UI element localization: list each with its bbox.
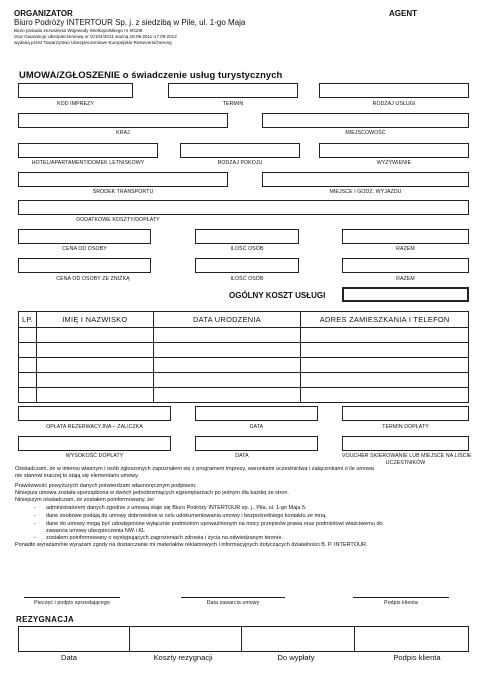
declaration-b3b: zawarcia umowy ubezpieczenia NW i KL	[46, 528, 146, 534]
seller-signature-line[interactable]	[24, 597, 120, 598]
data-field-1[interactable]	[195, 406, 318, 421]
voucher-label-line2: UCZESTNIKÓW	[385, 460, 426, 466]
ogolny-koszt-label: OGÓLNY KOSZT USŁUGI	[229, 291, 326, 300]
bullet-dash: -	[34, 521, 36, 527]
bullet-dash: -	[34, 513, 36, 519]
table-row[interactable]	[19, 343, 469, 358]
resignation-payout-cell[interactable]	[242, 627, 355, 652]
declaration-b3a: dane do umowy mogą być udostępnione wyłącznie podmiotom upoważnionym na mocy przepisów prawa oraz podmiotowi właściwemu do	[46, 521, 383, 527]
cena-znizka-field[interactable]	[18, 258, 151, 273]
participants-table	[18, 311, 469, 403]
cena-od-osoby-field[interactable]	[18, 229, 151, 244]
client-signature-label: Podpis klienta	[384, 600, 418, 606]
table-cell[interactable]	[301, 388, 469, 403]
termin-field[interactable]	[168, 83, 298, 98]
table-cell[interactable]	[301, 328, 469, 343]
srodek-transportu-label: ŚRODEK TRANSPORTU	[92, 189, 154, 195]
table-cell[interactable]	[36, 373, 153, 388]
guarantee-line: oraz Gwarancję Ubezpieczeniową nr G/104/2011 ważną 18.09.2011-17.09.2012	[14, 34, 177, 39]
ilosc-osob-field-2[interactable]	[195, 258, 299, 273]
kod-imprezy-label: KOD IMPREZY	[57, 101, 94, 107]
declaration-b1: administratorem danych zgodnie z umową staje się Biuro Podróży INTERTOUR sp. j., Piła, ul. 1-go Maja 5.	[46, 505, 307, 511]
table-cell[interactable]	[19, 373, 37, 388]
declaration-p4: Niniejszym oświadczam, że zostałem poinformowany, że:	[15, 497, 155, 503]
ilosc-osob-field-1[interactable]	[195, 229, 299, 244]
table-cell[interactable]	[19, 388, 37, 403]
address-header: ADRES ZAMIESZKANIA I TELEFON	[301, 312, 469, 328]
srodek-transportu-field[interactable]	[18, 172, 228, 187]
declaration-p3: Niniejsza umowa została sporządzona w dwóch jednobrzmiących egzemplarzach po jednym dla każdej ze stron.	[15, 490, 289, 496]
wysokosc-doplaty-field[interactable]	[18, 436, 171, 451]
resignation-date-cell[interactable]	[19, 627, 130, 652]
table-row[interactable]	[19, 627, 469, 652]
voucher-label: VOUCHER SKIEROWANIE LUB MIEJSCE NA LIŚCIE	[342, 453, 472, 459]
table-cell[interactable]	[19, 328, 37, 343]
table-row[interactable]	[19, 388, 469, 403]
razem-label-2: RAZEM	[396, 276, 415, 282]
voucher-field[interactable]	[342, 436, 469, 451]
hotel-label: HOTEL/APARTAMENT/DOMEK LETNISKOWY	[31, 160, 145, 166]
organizer-label: ORGANIZATOR	[14, 9, 73, 18]
rodzaj-uslugi-label: RODZAJ USŁUGI	[372, 101, 416, 107]
data-field-2[interactable]	[195, 436, 318, 451]
table-cell[interactable]	[153, 358, 301, 373]
declaration-p2: Prawdziwość powyższych danych potwierdzam własnoręcznym podpisem.	[15, 483, 197, 489]
seller-signature-label: Pieczęć i podpis sprzedającego	[34, 600, 110, 606]
cena-znizka-label: CENA OD OSOBY ZE ZNIŻKĄ	[56, 276, 130, 282]
declaration-b2: dane osobowe podają do umowy dobrowolnie w celu udokumentowania umowy i bezpośredniego kontaktu ze mną,	[46, 513, 327, 519]
termin-doplaty-label: TERMIN DOPŁATY	[382, 424, 429, 430]
resignation-signature-label: Podpis klienta	[393, 653, 441, 662]
resignation-cost-label: Koszty rezygnacji	[153, 653, 213, 662]
razem-label-1: RAZEM	[396, 246, 415, 252]
kraj-label: KRAJ	[116, 130, 130, 136]
resignation-cost-cell[interactable]	[129, 627, 242, 652]
rodzaj-uslugi-field[interactable]	[319, 83, 469, 98]
table-cell[interactable]	[153, 373, 301, 388]
client-signature-line[interactable]	[353, 597, 449, 598]
table-cell[interactable]	[19, 358, 37, 373]
cena-od-osoby-label: CENA OD OSOBY	[62, 246, 107, 252]
rodzaj-pokoju-field[interactable]	[180, 143, 300, 158]
table-cell[interactable]	[301, 343, 469, 358]
data-label-1: DATA	[249, 424, 264, 430]
table-cell[interactable]	[301, 373, 469, 388]
birthdate-header: DATA URODZENIA	[153, 312, 301, 328]
kod-imprezy-field[interactable]	[18, 83, 133, 98]
resignation-payout-label: Do wypłaty	[277, 653, 315, 662]
resignation-signature-cell[interactable]	[355, 627, 469, 652]
declaration-p1a: Oświadczam, że w imieniu własnym i osób zgłoszonych zapoznałem się z programem imprezy, warunkami uczestnictwa i załącznikami o ile umowa	[15, 466, 375, 472]
participants-header-row	[19, 312, 469, 328]
license-line: Biuro posiada zezwolenia Wojewody Wielkopolskiego nr 00108	[14, 28, 143, 33]
table-cell[interactable]	[153, 343, 301, 358]
company-name: Biuro Podróży INTERTOUR Sp. j. z siedzibą w Pile, ul. 1-go Maja	[14, 18, 246, 27]
dodatkowe-koszty-label: DODATKOWE KOSZTY/DOPŁATY	[76, 217, 160, 223]
insurer-line: wydaną przez Towarzystwo Ubezpieczeniowe Europejskie Reiseversicherung	[14, 40, 172, 45]
contract-date-label: Data zawarcia umowy	[206, 600, 260, 606]
bullet-dash: -	[34, 535, 36, 541]
ogolny-koszt-field[interactable]	[342, 287, 469, 302]
dodatkowe-koszty-field[interactable]	[18, 200, 469, 215]
document-title: UMOWA/ZGŁOSZENIE o świadczenie usług turystycznych	[19, 69, 283, 80]
lp-header: LP.	[19, 312, 37, 328]
wyzywienie-field[interactable]	[319, 143, 469, 158]
termin-label: TERMIN	[222, 101, 244, 107]
declaration-p1b: nie stanowi inaczej to stają się elementami umowy.	[15, 473, 140, 479]
razem-field-1[interactable]	[342, 229, 469, 244]
hotel-field[interactable]	[18, 143, 158, 158]
bullet-dash: -	[34, 505, 36, 511]
table-cell[interactable]	[301, 358, 469, 373]
wysokosc-doplaty-label: WYSOKOŚĆ DOPŁATY	[65, 453, 124, 459]
miejscowosc-label: MIEJSCOWOŚĆ	[345, 130, 386, 136]
razem-field-2[interactable]	[342, 258, 469, 273]
miejsce-wyjazdu-field[interactable]	[262, 172, 469, 187]
wyzywienie-label: WYŻYWIENIE	[376, 160, 412, 166]
resignation-date-label: Data	[60, 653, 78, 662]
table-row[interactable]	[19, 328, 469, 343]
table-row[interactable]	[19, 358, 469, 373]
declaration-b4: zostałem poinformowany o występujących zagrożeniach zdrowia i życia na odwiedzanym terenie.	[46, 535, 283, 541]
miejscowosc-field[interactable]	[262, 113, 469, 128]
declaration-p5: Ponadto wyrażam/nie wyrażam zgody na dostarczanie mi materiałów reklamowych i informacyjnych dotyczących działalności B. P. INTERTOUR.	[15, 542, 368, 548]
agent-label: AGENT	[389, 9, 417, 18]
kraj-field[interactable]	[18, 113, 228, 128]
ilosc-osob-label-2: ILOŚĆ OSÓB	[230, 276, 264, 282]
table-cell[interactable]	[36, 388, 153, 403]
resignation-title: REZYGNACJA	[16, 615, 75, 624]
table-cell[interactable]	[19, 343, 37, 358]
table-row[interactable]	[19, 373, 469, 388]
data-label-2: DATA	[235, 453, 249, 459]
miejsce-wyjazdu-label: MIEJSCE I GODZ. WYJAZDU	[329, 189, 402, 195]
ilosc-osob-label-1: ILOŚĆ OSÓB	[230, 246, 264, 252]
resignation-table	[18, 626, 469, 652]
rodzaj-pokoju-label: RODZAJ POKOJU	[217, 160, 263, 166]
termin-doplaty-field[interactable]	[342, 406, 469, 421]
name-header: IMIĘ I NAZWISKO	[36, 312, 153, 328]
table-cell[interactable]	[153, 388, 301, 403]
table-cell[interactable]	[36, 328, 153, 343]
table-cell[interactable]	[153, 328, 301, 343]
contract-date-line[interactable]	[181, 597, 285, 598]
table-cell[interactable]	[36, 343, 153, 358]
oplata-rezerwacyjna-field[interactable]	[18, 406, 171, 421]
oplata-rezerwacyjna-label: OPŁATA REZERWACYJNA – ZALICZKA	[46, 424, 143, 430]
table-cell[interactable]	[36, 358, 153, 373]
